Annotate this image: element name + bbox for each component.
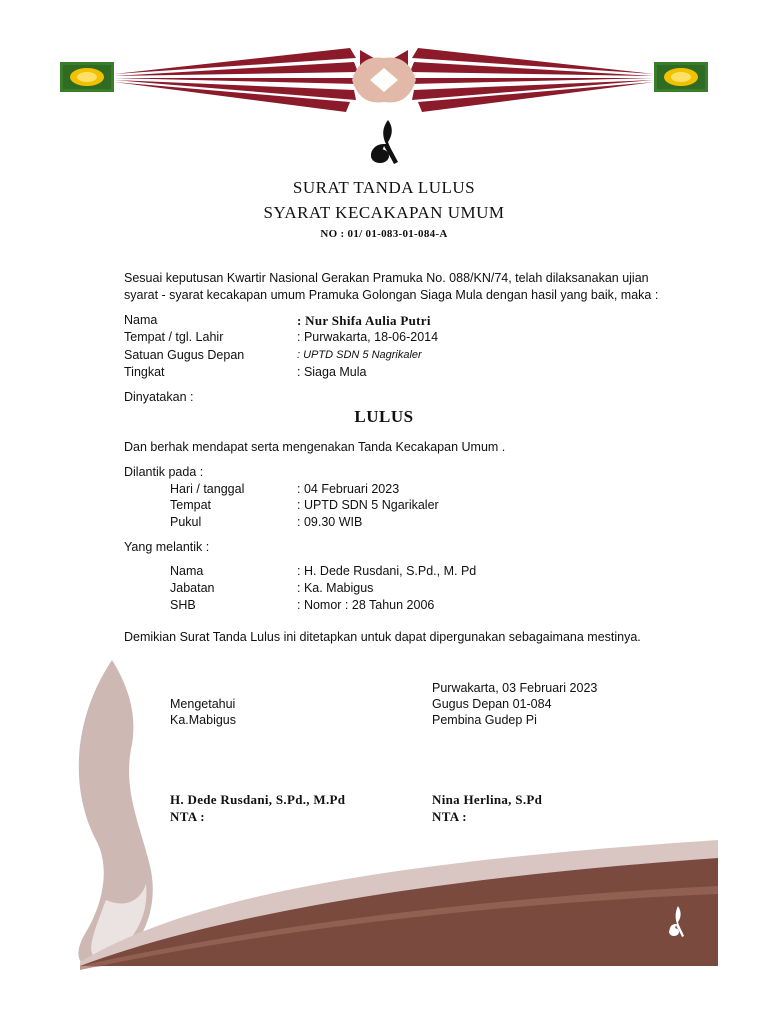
- left-signer-name: H. Dede Rusdani, S.Pd., M.Pd: [170, 792, 346, 807]
- declared-label: Dinyatakan :: [124, 390, 194, 404]
- inaugurator-name-value: : H. Dede Rusdani, S.Pd., M. Pd: [297, 564, 477, 578]
- right-signer-line-1: Gugus Depan 01-084: [432, 697, 552, 711]
- certificate-number: NO : 01/ 01-083-01-084-A: [320, 228, 448, 240]
- right-ribbon: [410, 48, 654, 112]
- right-signer-name: Nina Herlina, S.Pd: [432, 792, 543, 807]
- left-lamp-icon: [60, 62, 114, 92]
- left-signer-line-1: Mengetahui: [170, 697, 236, 711]
- level-value: : Siaga Mula: [297, 365, 367, 379]
- result-heading: LULUS: [354, 407, 414, 426]
- time-value: : 09.30 WIB: [297, 515, 363, 529]
- intro-line-1: Sesuai keputusan Kwartir Nasional Gerakan Pramuka No. 088/KN/74, telah dilaksanakan ujian: [124, 271, 649, 285]
- right-lamp-icon: [654, 62, 708, 92]
- place-value: : UPTD SDN 5 Ngarikaler: [297, 498, 439, 512]
- birth-label: Tempat / tgl. Lahir: [124, 330, 224, 344]
- inaugurator-name-label: Nama: [170, 564, 204, 578]
- unit-value: : UPTD SDN 5 Nagrikaler: [297, 349, 422, 361]
- day-label: Hari / tanggal: [170, 482, 245, 496]
- position-label: Jabatan: [170, 581, 215, 595]
- entitlement-text: Dan berhak mendapat serta mengenakan Tanda Kecakapan Umum .: [124, 440, 506, 454]
- title-line-1: SURAT TANDA LULUS: [292, 178, 476, 197]
- left-signer-line-2: Ka.Mabigus: [170, 713, 237, 727]
- right-signer-line-2: Pembina Gudep Pi: [432, 713, 537, 727]
- shb-label: SHB: [170, 598, 196, 612]
- inauguration-heading: Dilantik pada :: [124, 465, 204, 479]
- birth-value: : Purwakarta, 18-06-2014: [297, 330, 439, 344]
- intro-paragraph: [124, 270, 660, 304]
- title-line-2: SYARAT KECAKAPAN UMUM: [263, 203, 505, 222]
- position-value: : Ka. Mabigus: [297, 581, 374, 595]
- header-ornament: [0, 40, 768, 120]
- right-signer-nta: NTA :: [432, 809, 467, 824]
- closing-text: Demikian Surat Tanda Lulus ini ditetapkan untuk dapat dipergunakan sebagaimana mestinya.: [124, 630, 641, 644]
- time-label: Pukul: [170, 515, 202, 529]
- unit-label: Satuan Gugus Depan: [124, 348, 245, 362]
- center-knot: [352, 50, 416, 103]
- place-label: Tempat: [170, 498, 211, 512]
- place-date: Purwakarta, 03 Februari 2023: [432, 681, 598, 695]
- tunas-kelapa-icon: [368, 118, 404, 170]
- day-value: : 04 Februari 2023: [297, 482, 400, 496]
- name-value: : Nur Shifa Aulia Putri: [297, 313, 431, 328]
- name-label: Nama: [124, 313, 158, 327]
- left-signer-nta: NTA :: [170, 809, 205, 824]
- inaugurator-heading: Yang melantik :: [124, 540, 210, 554]
- intro-line-2: syarat - syarat kecakapan umum Pramuka Golongan Siaga Mula dengan hasil yang baik, maka :: [124, 288, 659, 302]
- level-label: Tingkat: [124, 365, 165, 379]
- left-ribbon: [114, 48, 358, 112]
- shb-value: : Nomor : 28 Tahun 2006: [297, 598, 435, 612]
- footer-decoration: [0, 640, 768, 1024]
